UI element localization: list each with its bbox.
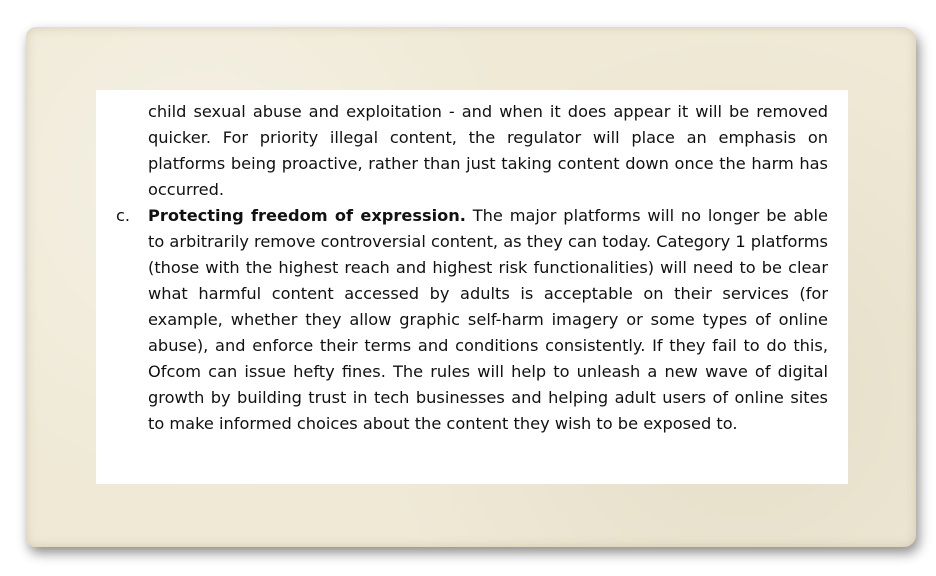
continuation-paragraph: child sexual abuse and exploitation - and when it does appear it will be removed quicker. For priority illegal content, the regulator will place an emphasis on platforms being proactive, rather than just taking content down once the harm has occurred.	[148, 102, 828, 199]
list-item-c	[116, 203, 829, 437]
document-excerpt	[96, 90, 848, 484]
item-body: The major platforms will no longer be able to arbitrarily remove controversial content, as they can today. Category 1 platforms (those with the highest reach and highest risk functionalities) will need to be clear what harmful content accessed by adults is acceptable on their services (for example, whether they allow graphic self-harm imagery or some types of online abuse), and enforce their terms and conditions consistently. If they fail to do this, Ofcom can issue hefty fines. The rules will help to unleash a new wave of digital growth by building trust in tech businesses and helping adult users of online sites to make informed choices about the content they wish to be exposed to.	[148, 206, 829, 433]
list-marker: c.	[116, 206, 131, 225]
item-heading: Protecting freedom of expression.	[148, 206, 466, 225]
